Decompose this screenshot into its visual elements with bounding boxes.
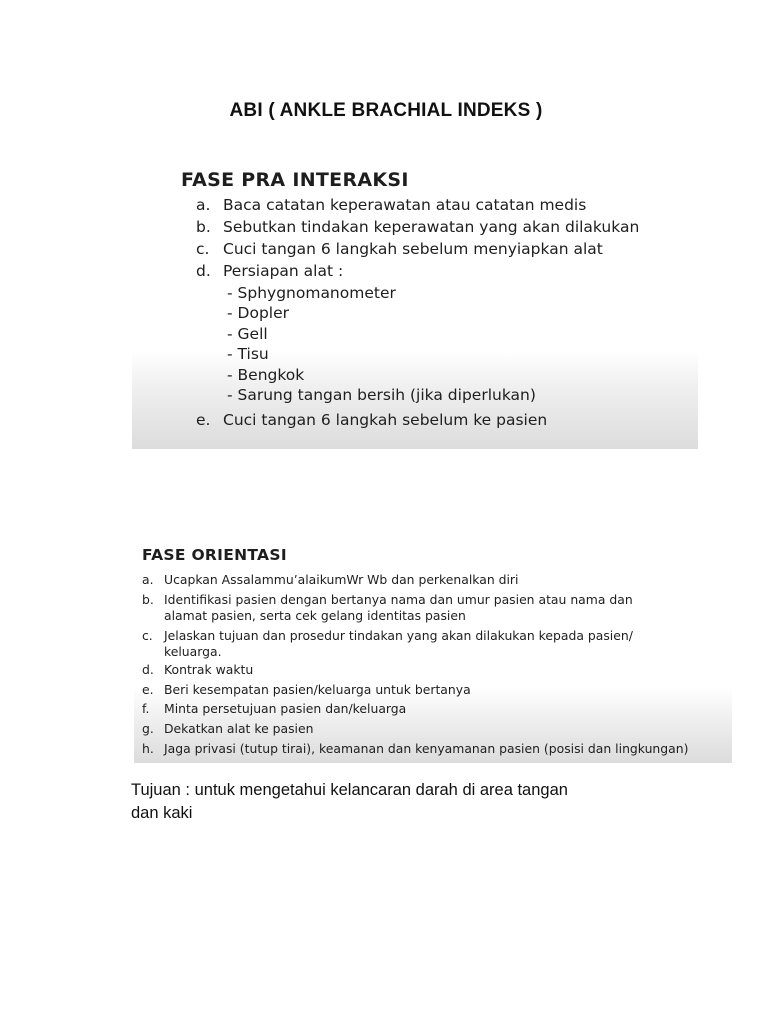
item-letter: e. — [196, 411, 211, 429]
orientasi-item-h — [142, 741, 688, 756]
orientasi-item-b-continued: alamat pasien, serta cek gelang identitas pasien — [164, 608, 466, 623]
orientasi-item-e — [142, 682, 471, 697]
tujuan-line-1: Tujuan : untuk mengetahui kelancaran darah di area tangan — [131, 781, 568, 799]
orientasi-item-b — [142, 592, 633, 607]
item-letter: d. — [142, 662, 154, 677]
tool-item: - Gell — [227, 325, 268, 343]
item-text: Dekatkan alat ke pasien — [164, 721, 314, 736]
item-letter: d. — [196, 262, 211, 280]
orientasi-item-d — [142, 662, 253, 677]
tool-item: - Sarung tangan bersih (jika diperlukan) — [227, 386, 536, 404]
item-text: Persiapan alat : — [223, 262, 344, 280]
pra-interaksi-item-d — [196, 262, 343, 280]
item-text: Cuci tangan 6 langkah sebelum ke pasien — [223, 411, 548, 429]
item-text: Identifikasi pasien dengan bertanya nama dan umur pasien atau nama dan — [164, 592, 633, 607]
item-letter: c. — [196, 240, 210, 258]
item-letter: h. — [142, 741, 154, 756]
item-text: Baca catatan keperawatan atau catatan medis — [223, 196, 587, 214]
orientasi-item-a — [142, 572, 518, 587]
pra-interaksi-item-a — [196, 196, 586, 214]
item-text: Cuci tangan 6 langkah sebelum menyiapkan alat — [223, 240, 603, 258]
item-letter: f. — [142, 701, 150, 716]
item-text: Ucapkan AssalammuʼalaikumWr Wb dan perkenalkan diri — [164, 572, 519, 587]
orientasi-item-g — [142, 721, 313, 736]
item-letter: e. — [142, 682, 154, 697]
tool-item: - Tisu — [227, 345, 269, 363]
tool-item: - Dopler — [227, 304, 289, 322]
orientasi-image — [134, 537, 732, 763]
pra-interaksi-heading: FASE PRA INTERAKSI — [181, 169, 409, 191]
document-title: ABI ( ANKLE BRACHIAL INDEKS ) — [229, 100, 543, 121]
item-text: Minta persetujuan pasien dan/keluarga — [164, 701, 407, 716]
orientasi-item-c-continued: keluarga. — [164, 644, 222, 659]
item-text: Jelaskan tujuan dan prosedur tindakan yang akan dilakukan kepada pasien/ — [164, 628, 633, 643]
item-letter: c. — [142, 628, 153, 643]
item-letter: a. — [142, 572, 154, 587]
orientasi-item-f — [142, 701, 406, 716]
pra-interaksi-item-b — [196, 218, 639, 236]
pra-interaksi-item-e — [196, 411, 547, 429]
pra-interaksi-item-c — [196, 240, 603, 258]
pra-interaksi-image — [132, 163, 698, 449]
item-letter: a. — [196, 196, 211, 214]
item-text: Kontrak waktu — [164, 662, 254, 677]
item-text: Jaga privasi (tutup tirai), keamanan dan kenyamanan pasien (posisi dan lingkungan) — [164, 741, 689, 756]
item-text: Sebutkan tindakan keperawatan yang akan dilakukan — [223, 218, 640, 236]
orientasi-item-c — [142, 628, 633, 643]
item-letter: b. — [196, 218, 211, 236]
item-letter: g. — [142, 721, 154, 736]
item-text: Beri kesempatan pasien/keluarga untuk bertanya — [164, 682, 471, 697]
tujuan-paragraph — [131, 779, 651, 825]
orientasi-heading: FASE ORIENTASI — [142, 546, 287, 564]
tool-item: - Bengkok — [227, 366, 305, 384]
item-letter: b. — [142, 592, 154, 607]
tool-item: - Sphygnomanometer — [227, 284, 396, 302]
tujuan-line-2: dan kaki — [131, 804, 193, 822]
